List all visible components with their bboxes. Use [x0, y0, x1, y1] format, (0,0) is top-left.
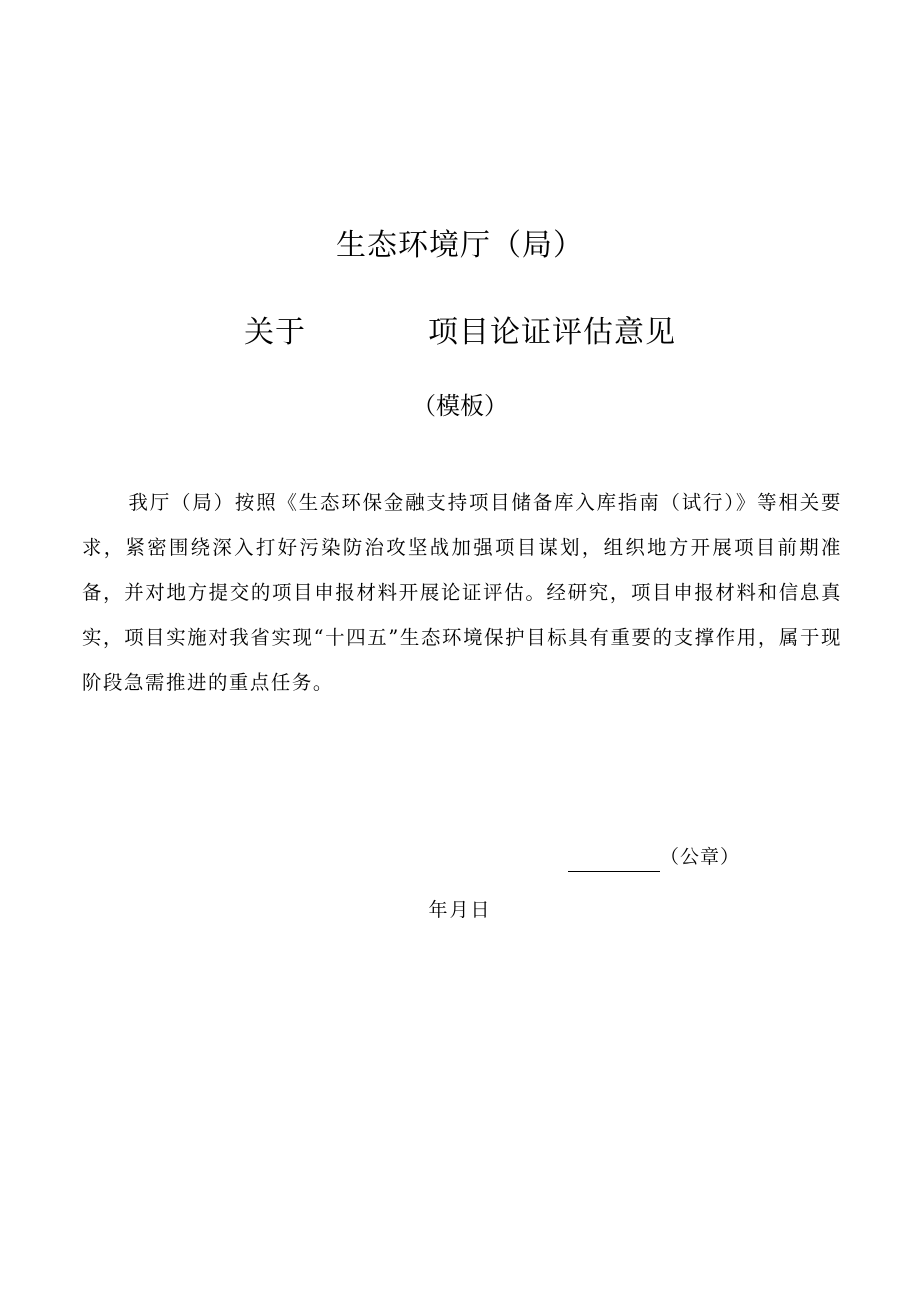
template-label: （模板）: [412, 392, 508, 420]
title-prefix: 关于: [244, 315, 306, 350]
seal-label: （公章）: [660, 846, 741, 868]
title-suffix: 项目论证评估意见: [428, 315, 676, 350]
title-line-2-wrapper: [244, 313, 676, 353]
seal-row: [568, 842, 740, 872]
document-title-line-1: 生态环境厅（局）: [336, 228, 584, 263]
body-section: [82, 480, 842, 705]
seal-signature-blank: [568, 849, 660, 872]
body-paragraph: 我厅（局）按照《生态环保金融支持项目储备库入库指南（试行）》等相关要求，紧密围绕深入打好污染防治攻坚战加强项目谋划，组织地方开展项目前期准备，并对地方提交的项目申报材料开展论证评估。经研究，项目申报材料和信息真实，项目实施对我省实现“十四五”生态环境保护目标具有重要的支撑作用，属于现阶段急需推进的重点任务。: [82, 491, 842, 694]
date-line: 年月日: [428, 899, 492, 921]
document-title-line-2: [0, 313, 920, 353]
